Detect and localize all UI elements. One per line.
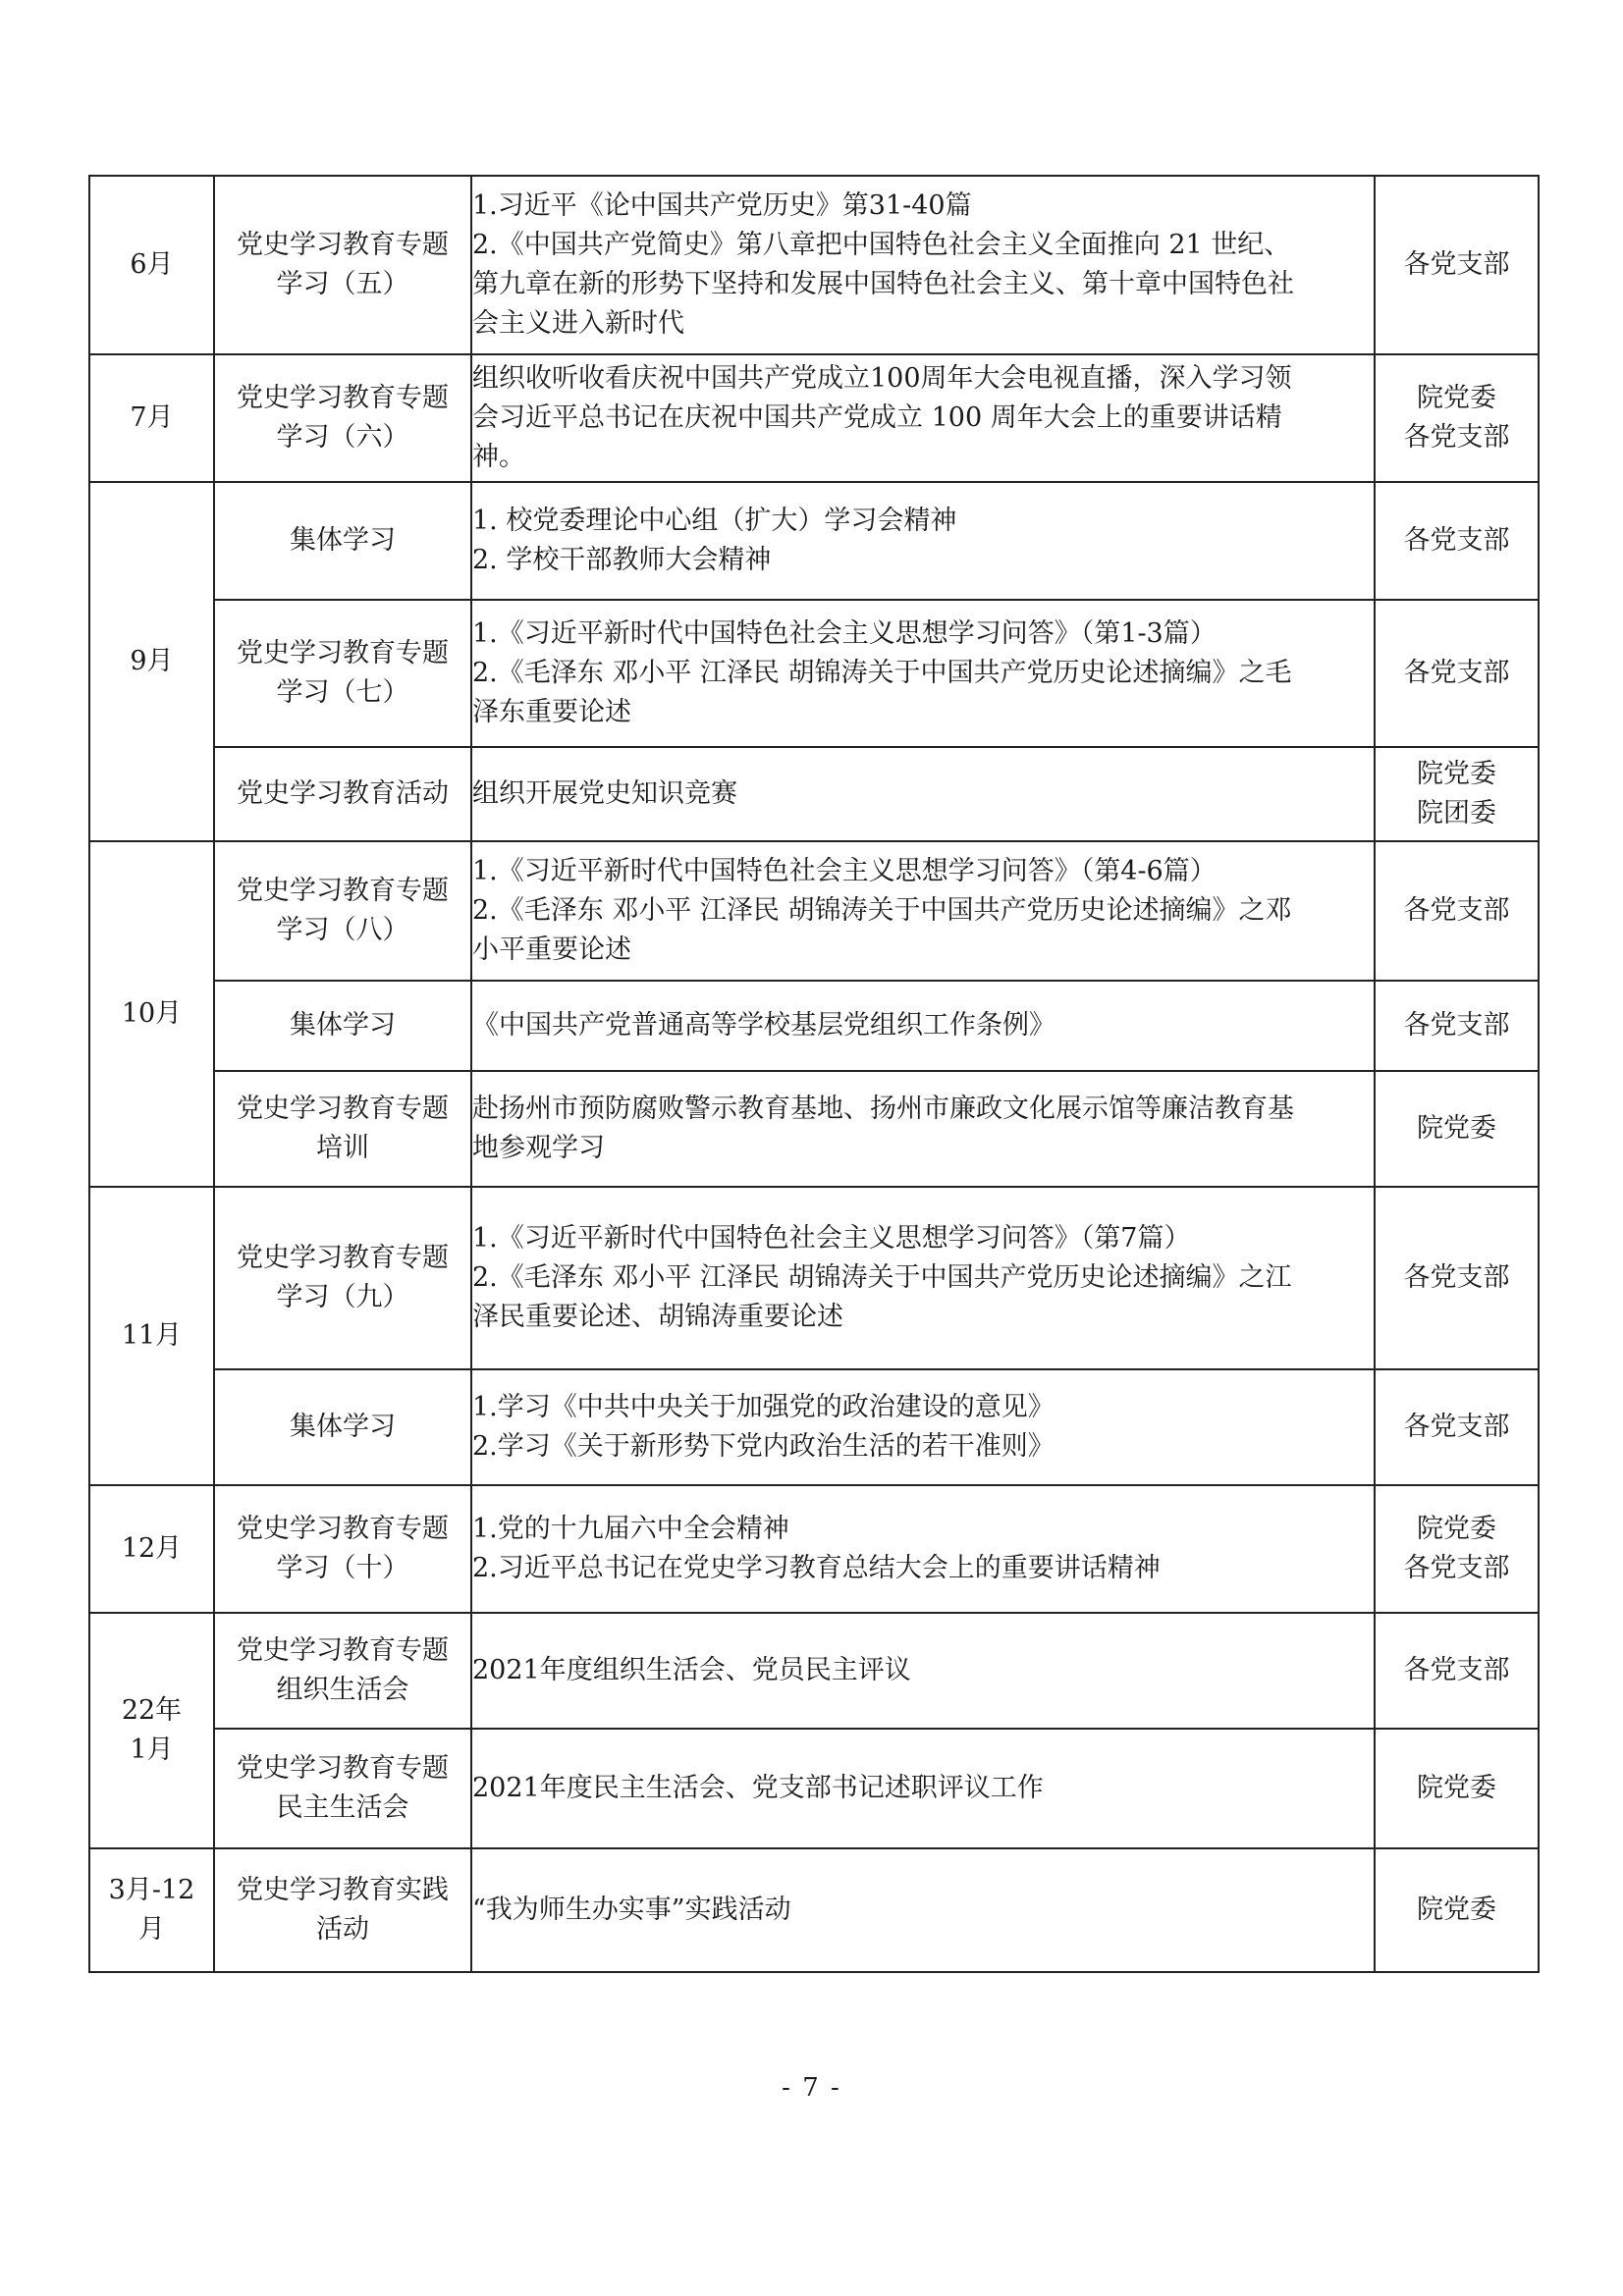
category-line: 组织生活会 [276,1675,409,1705]
category-line: 学习（十） [276,1553,409,1583]
content-line: 神。 [472,442,525,472]
category-line: 培训 [316,1133,369,1163]
content-line: 1. 校党委理论中心组（扩大）学习会精神 [472,506,957,536]
organizer-line: 各党支部 [1403,1262,1510,1293]
category-line: 党史学习教育专题 [237,1514,449,1544]
organizer-cell [1375,482,1539,600]
month-label: 1月 [130,1735,174,1765]
category-cell [214,981,471,1071]
content-line: 2021年度民主生活会、党支部书记述职评议工作 [472,1773,1044,1803]
table-row [89,482,1539,600]
content-line: 赴扬州市预防腐败警示教育基地、扬州市廉政文化展示馆等廉洁教育基 [472,1094,1294,1124]
organizer-cell [1375,981,1539,1071]
content-line: 会主义进入新时代 [472,308,684,339]
category-line: 活动 [316,1914,369,1945]
month-label: 月 [138,1914,165,1945]
category-line: 党史学习教育专题 [237,1243,449,1273]
month-label: 11月 [121,1320,183,1351]
page-number: - 7 - [782,2073,841,2103]
month-label: 10月 [121,998,183,1029]
month-label: 12月 [121,1533,183,1564]
organizer-line: 院团委 [1417,798,1496,828]
table-row [89,1369,1539,1485]
content-line: 1.《习近平新时代中国特色社会主义思想学习问答》（第4-6篇） [472,856,1217,886]
table-row [89,1729,1539,1848]
category-line: 党史学习教育专题 [237,230,449,260]
content-cell [471,1369,1375,1485]
content-cell [471,1848,1375,1972]
month-label: 3月-12 [108,1875,195,1905]
organizer-line: 各党支部 [1403,1412,1510,1442]
month-label: 9月 [130,646,174,676]
month-label: 6月 [130,249,174,280]
table-row [89,1848,1539,1972]
table-row [89,176,1539,354]
content-line: 组织收听收看庆祝中国共产党成立100周年大会电视直播，深入学习领 [472,363,1292,394]
category-line: 学习（七） [276,677,409,708]
content-cell [471,482,1375,600]
month-label: 7月 [130,402,174,433]
category-line: 学习（九） [276,1282,409,1312]
table-row [89,354,1539,482]
content-line: 1.《习近平新时代中国特色社会主义思想学习问答》（第7篇） [472,1223,1191,1254]
organizer-line: 各党支部 [1403,1655,1510,1685]
content-line: 1.学习《中共中央关于加强党的政治建设的意见》 [472,1392,1055,1422]
category-cell [214,1187,471,1369]
table-row [89,1485,1539,1613]
organizer-cell [1375,1485,1539,1613]
organizer-cell [1375,1369,1539,1485]
organizer-line: 院党委 [1417,759,1496,789]
organizer-line: 各党支部 [1403,895,1510,926]
category-cell [214,1485,471,1613]
category-line: 党史学习教育专题 [237,1753,449,1784]
category-line: 学习（八） [276,915,409,945]
category-cell [214,600,471,747]
table-row [89,981,1539,1071]
category-cell [214,354,471,482]
category-line: 党史学习教育专题 [237,638,449,668]
content-cell [471,1071,1375,1187]
category-line: 学习（六） [276,422,409,453]
category-line: 党史学习教育活动 [237,778,449,809]
content-line: 会习近平总书记在庆祝中国共产党成立 100 周年大会上的重要讲话精 [472,402,1282,433]
category-cell [214,1613,471,1729]
category-line: 集体学习 [290,1412,396,1442]
content-line: 1.党的十九届六中全会精神 [472,1514,789,1544]
organizer-cell [1375,841,1539,981]
organizer-cell [1375,1613,1539,1729]
category-cell [214,1729,471,1848]
category-line: 党史学习教育专题 [237,876,449,906]
content-cell [471,600,1375,747]
organizer-cell [1375,176,1539,354]
content-cell [471,1729,1375,1848]
organizer-cell [1375,600,1539,747]
category-cell [214,1071,471,1187]
organizer-cell [1375,747,1539,841]
month-cell [89,176,214,354]
content-line: 小平重要论述 [472,934,631,965]
organizer-cell [1375,1071,1539,1187]
table-row [89,600,1539,747]
content-cell [471,1485,1375,1613]
category-line: 党史学习教育实践 [237,1875,449,1905]
content-line: 第九章在新的形势下坚持和发展中国特色社会主义、第十章中国特色社 [472,269,1294,299]
content-line: 2.习近平总书记在党史学习教育总结大会上的重要讲话精神 [472,1553,1161,1583]
organizer-line: 各党支部 [1403,658,1510,688]
category-line: 集体学习 [290,525,396,556]
organizer-line: 各党支部 [1403,422,1510,453]
table-row [89,747,1539,841]
content-cell [471,981,1375,1071]
content-line: 2.学习《关于新形势下党内政治生活的若干准则》 [472,1431,1055,1462]
content-line: 2.《中国共产党简史》第八章把中国特色社会主义全面推向 21 世纪、 [472,230,1291,260]
month-cell [89,482,214,841]
category-line: 集体学习 [290,1010,396,1041]
organizer-line: 院党委 [1417,1514,1496,1544]
month-cell [89,1187,214,1485]
schedule-table [88,175,1540,1973]
content-line: 组织开展党史知识竞赛 [472,778,737,809]
content-cell [471,1613,1375,1729]
organizer-line: 各党支部 [1403,525,1510,556]
content-line: 1.习近平《论中国共产党历史》第31-40篇 [472,190,972,221]
month-cell [89,354,214,482]
category-cell [214,1848,471,1972]
content-line: 2.《毛泽东 邓小平 江泽民 胡锦涛关于中国共产党历史论述摘编》之江 [472,1262,1292,1293]
content-cell [471,354,1375,482]
organizer-line: 院党委 [1417,1895,1496,1925]
category-cell [214,747,471,841]
content-line: 1.《习近平新时代中国特色社会主义思想学习问答》（第1-3篇） [472,618,1217,649]
content-line: 地参观学习 [472,1133,605,1163]
month-cell [89,1485,214,1613]
category-cell [214,176,471,354]
month-cell [89,841,214,1187]
category-line: 学习（五） [276,269,409,299]
category-line: 党史学习教育专题 [237,1635,449,1666]
organizer-cell [1375,1187,1539,1369]
category-cell [214,1369,471,1485]
content-line: 泽民重要论述、胡锦涛重要论述 [472,1302,843,1332]
category-line: 党史学习教育专题 [237,383,449,413]
category-cell [214,482,471,600]
category-line: 党史学习教育专题 [237,1094,449,1124]
organizer-cell [1375,1729,1539,1848]
content-line: 泽东重要论述 [472,697,631,727]
organizer-line: 院党委 [1417,383,1496,413]
organizer-line: 各党支部 [1403,1553,1510,1583]
organizer-line: 各党支部 [1403,249,1510,280]
category-cell [214,841,471,981]
table-row [89,1613,1539,1729]
month-label: 22年 [121,1695,183,1726]
organizer-line: 院党委 [1417,1113,1496,1144]
content-line: 2.《毛泽东 邓小平 江泽民 胡锦涛关于中国共产党历史论述摘编》之毛 [472,658,1292,688]
organizer-cell [1375,1848,1539,1972]
content-cell [471,1187,1375,1369]
content-cell [471,176,1375,354]
category-line: 民主生活会 [276,1792,409,1823]
content-line: 《中国共产党普通高等学校基层党组织工作条例》 [472,1010,1055,1041]
content-line: 2021年度组织生活会、党员民主评议 [472,1655,911,1685]
month-cell [89,1613,214,1848]
content-cell [471,747,1375,841]
organizer-cell [1375,354,1539,482]
organizer-line: 院党委 [1417,1773,1496,1803]
content-line: 2. 学校干部教师大会精神 [472,545,772,575]
content-cell [471,841,1375,981]
month-cell [89,1848,214,1972]
content-line: 2.《毛泽东 邓小平 江泽民 胡锦涛关于中国共产党历史论述摘编》之邓 [472,895,1292,926]
table-row [89,841,1539,981]
table-row [89,1187,1539,1369]
content-line: “我为师生办实事”实践活动 [472,1895,791,1925]
organizer-line: 各党支部 [1403,1010,1510,1041]
table-row [89,1071,1539,1187]
